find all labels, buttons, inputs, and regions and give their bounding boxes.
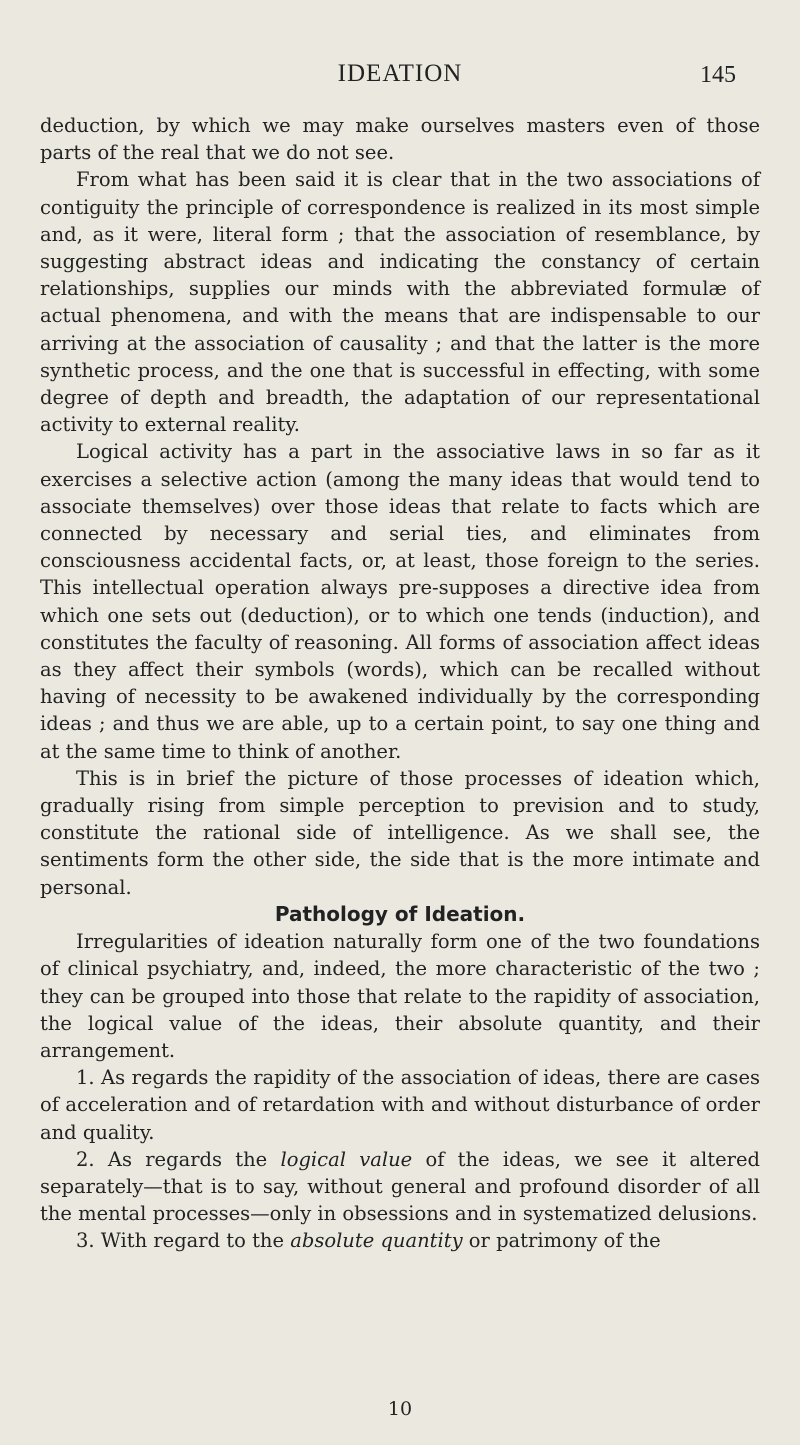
list-item-absolute-quantity xyxy=(40,1227,760,1254)
running-head: IDEATION xyxy=(337,60,463,87)
item-text-start: 2. As regards the xyxy=(76,1147,281,1171)
item-text-end: of the ideas, we see it altered separately—that is to say, without general and profound disorder of all the mental processes—only in obsessions and in systematized delusions. xyxy=(40,1147,760,1226)
signature-mark: 10 xyxy=(387,1398,413,1420)
page-header xyxy=(0,60,800,94)
item-text-end: or patrimony of the xyxy=(462,1229,661,1253)
list-item-logical-value xyxy=(40,1146,760,1228)
list-item-rapidity: 1. As regards the rapidity of the association of ideas, there are cases of acceleration and of retardation with and without disturbance of order and quality. xyxy=(40,1066,760,1144)
paragraph: deduction, by which we may make ourselves masters even of those parts of the real that we do not see. xyxy=(40,114,760,165)
section-heading: Pathology of Ideation. xyxy=(274,901,526,926)
paragraph: Irregularities of ideation naturally form one of the two foundations of clinical psychiatry, and, indeed, the more characteristic of the two ; they can be grouped into those that relate to the rapidity of association, the logical value of the ideas, their absolute quantity, and their arrangement. xyxy=(40,930,760,1062)
page-number: 145 xyxy=(700,62,736,88)
item-text-start: 3. With regard to the xyxy=(76,1229,291,1253)
paragraph: This is in brief the picture of those processes of ideation which, gradually rising from simple perception to prevision and to study, constitute the rational side of intelligence. As we shall see, the sentiments form the other side, the side that is the more intimate and personal. xyxy=(40,766,760,899)
paragraph: From what has been said it is clear that in the two associations of contiguity the principle of correspondence is realized in its most simple and, as it were, literal form ; that the association of resemblance, by suggesting abstract ideas and indicating the constancy of certain relationships, supplies our minds with the abbreviated formulæ of actual phenomena, and with the means that are indispensable to our arriving at the association of causality ; and that the latter is the more synthetic process, and the one that is successful in effecting, with some degree of depth and breadth, the adaptation of our representational activity to external reality. xyxy=(40,168,760,437)
paragraph: Logical activity has a part in the associative laws in so far as it exercises a selective action (among the many ideas that would tend to associate themselves) over those ideas that relate to facts which are connected by necessary and serial ties, and eliminates from consciousness accidental facts, or, at least, those foreign to the series. This intellectual operation always pre-supposes a directive idea from which one sets out (deduction), or to which one tends (induction), and constitutes the faculty of reasoning. All forms of association affect ideas as they affect their symbols (words), which can be recalled without having of necessity to be awakened individually by the corresponding ideas ; and thus we are able, up to a certain point, to say one thing and at the same time to think of another. xyxy=(40,440,760,763)
body-text xyxy=(40,112,760,1255)
italic-term: logical value xyxy=(280,1147,413,1171)
italic-term: absolute quantity xyxy=(290,1229,463,1253)
